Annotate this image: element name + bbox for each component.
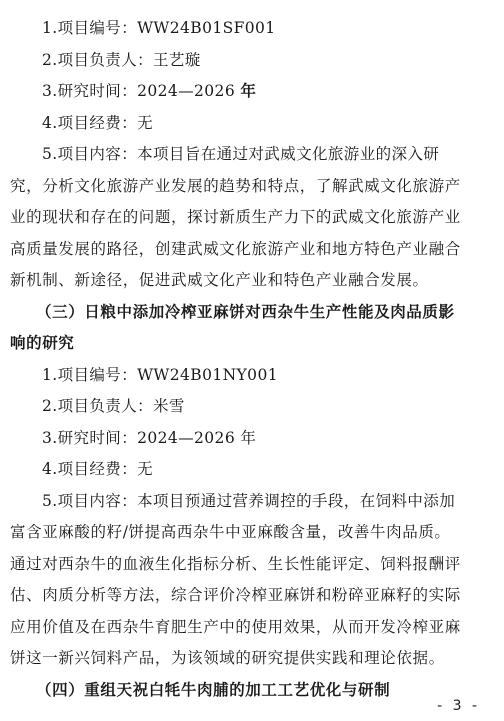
section-heading: （四）重组天祝白牦牛肉脯的加工工艺优化与研制 [36,679,391,699]
project-content-line: 应用价值及在西杂牛育肥生产中的使用效果，从而开发冷榨亚麻 [10,617,461,636]
project-content-line: 5.项目内容：本项目旨在通过对武威文化旅游业的深入研 [42,145,440,163]
project-content-line: 富含亚麻酸的籽/饼提高西杂牛中亚麻酸含量，改善牛肉品质。 [10,523,451,541]
project-leader: 2.项目负责人：王艺璇 [42,50,201,69]
research-period: 3.研究时间：2024—2026 年 [42,428,257,447]
section-heading-continuation: 响的研究 [10,333,75,352]
project-content-line: 究，分析文化旅游产业发展的趋势和特点，了解武威文化旅游产 [10,176,461,195]
project-number: 1.项目编号：WW24B01SF001 [42,19,276,37]
project-leader: 2.项目负责人：米雪 [42,397,185,415]
project-content-line: 新机制、新途径，促进武威文化产业和特色产业融合发展。 [10,271,429,289]
project-funding: 4.项目经费：无 [42,460,153,478]
project-content-line: 高质量发展的路径，创建武威文化旅游产业和地方特色产业融合 [10,239,461,258]
page-number: - 3 - [437,698,480,714]
project-funding: 4.项目经费：无 [42,113,153,132]
research-period-text: 3.研究时间：2024—2026 [42,82,236,100]
project-content-line: 估、肉质分析等方法，综合评价冷榨亚麻饼和粉碎亚麻籽的实际 [10,586,461,604]
project-content-line: 饼这一新兴饲料产品，为该领域的研究提供实践和理论依据。 [10,649,445,667]
project-number: 1.项目编号：WW24B01NY001 [42,365,278,384]
project-content-line: 业的现状和存在的问题，探讨新质生产力下的武威文化旅游产业 [10,208,461,226]
section-heading: （三）日粮中添加冷榨亚麻饼对西杂牛生产性能及肉品质影 [36,301,455,321]
research-period-year: 年 [240,81,257,100]
project-content-line: 通过对西杂牛的血液生化指标分析、生长性能评定、饲料报酬评 [10,554,461,573]
research-period [42,81,482,101]
project-content-line: 5.项目内容：本项目预通过营养调控的手段，在饲料中添加 [42,491,456,510]
